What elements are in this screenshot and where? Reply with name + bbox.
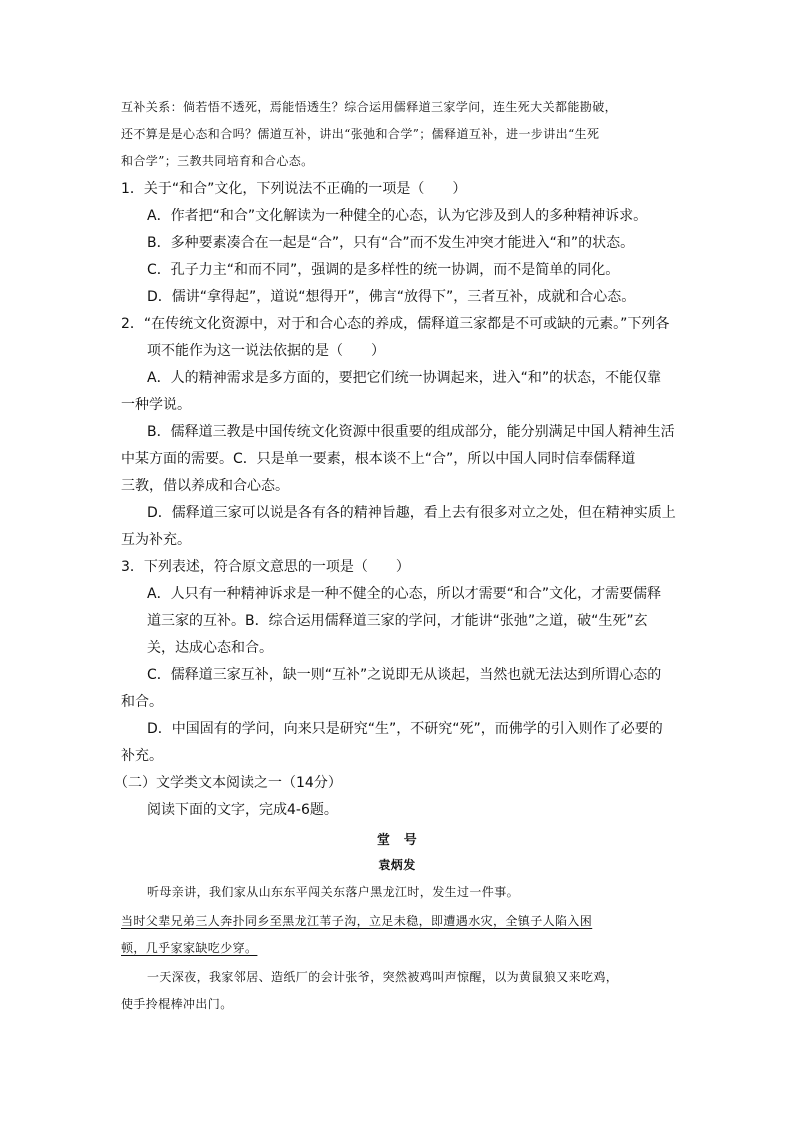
question-2-option-a-line-1: A．人的精神需求是多方面的，要把它们统一协调起来，进入“和”的状态，不能仅靠: [147, 370, 662, 386]
question-2-option-d-line-1: D．儒释道三家可以说是各有各的精神旨趣，看上去有很多对立之处，但在精神实质上: [147, 505, 676, 521]
story-paragraph-2-line-1: 当时父辈兄弟三人奔扑同乡至黑龙江苇子沟，立足未稳，即遭遇水灾，全镇子人陷入困: [121, 914, 593, 928]
reading-instruction: 阅读下面的文字，完成4-6题。: [147, 802, 338, 818]
intro-line-1: 互补关系：倘若悟不透死，焉能悟透生？综合运用儒释道三家学问，连生死大关都能勘破，: [121, 100, 618, 114]
intro-line-3: 和合学”；三教共同培育和合心态。: [121, 154, 314, 168]
intro-line-2: 还不算是是心态和合吗？儒道互补，讲出“张弛和合学”；儒释道互补，进一步讲出“生死: [121, 127, 600, 141]
story-paragraph-3-line-1: 一天深夜，我家邻居、造纸厂的会计张爷，突然被鸡叫声惊醒，以为黄鼠狼又来吃鸡，: [147, 970, 619, 984]
question-2-option-b-line-3: 三教，借以养成和合心态。: [121, 478, 289, 494]
question-3-option-a-line-1: A．人只有一种精神诉求是一种不健全的心态，所以才需要“和合”文化，才需要儒释: [147, 586, 662, 602]
question-3-stem: 3．下列表述，符合原文意思的一项是（ ）: [121, 559, 410, 575]
question-3-option-d-line-2: 补充。: [121, 748, 163, 764]
question-2-option-d-line-2: 互为补充。: [121, 532, 191, 548]
question-1-option-d: D．儒讲“拿得起”，道说“想得开”，佛言“放得下”，三者互补，成就和合心态。: [147, 289, 636, 305]
question-3-option-c-line-2: 和合。: [121, 694, 163, 710]
section-heading: （二）文学类文本阅读之一（14分）: [114, 775, 342, 791]
question-1-stem: 1．关于“和合”文化，下列说法不正确的一项是（ ）: [121, 181, 467, 197]
story-title: 堂 号: [376, 833, 418, 848]
story-paragraph-1: 听母亲讲，我们家从山东东平闯关东落户黑龙江时，发生过一件事。: [147, 885, 520, 899]
story-paragraph-2-line-2: 顿，几乎家家缺吃少穿。: [121, 941, 258, 955]
question-2-stem-line-1: 2．“在传统文化资源中，对于和合心态的养成，儒释道三家都是不可或缺的元素。”下列各: [121, 316, 670, 332]
story-author: 袁炳发: [378, 858, 416, 872]
question-2-option-b-line-2: 中某方面的需要。C．只是单一要素，根本谈不上“合”，所以中国人同时信奉儒释道: [121, 451, 636, 467]
question-3-option-c-line-1: C．儒释道三家互补，缺一则“互补”之说即无从谈起，当然也就无法达到所谓心态的: [147, 667, 662, 683]
question-3-option-d-line-1: D．中国固有的学问，向来只是研究“生”，不研究“死”，而佛学的引入则作了必要的: [147, 721, 663, 737]
question-2-stem-line-2: 项不能作为这一说法依据的是（ ）: [147, 343, 385, 359]
story-paragraph-3-line-2: 使手拎棍棒冲出门。: [121, 997, 233, 1011]
question-3-option-a-line-3: 关，达成心态和合。: [147, 640, 273, 656]
question-1-option-c: C．孔子力主“和而不同”，强调的是多样性的统一协调，而不是简单的同化。: [147, 262, 620, 278]
question-1-option-a: A．作者把“和合”文化解读为一种健全的心态，认为它涉及到人的多种精神诉求。: [147, 208, 648, 224]
question-1-option-b: B．多种要素凑合在一起是“合”，只有“合”而不发生冲突才能进入“和”的状态。: [147, 235, 635, 251]
question-2-option-a-line-2: 一种学说。: [121, 397, 191, 413]
question-3-option-a-line-2: 道三家的互补。B．综合运用儒释道三家的学问，才能讲“张弛”之道，破“生死”玄: [147, 613, 648, 629]
question-2-option-b-line-1: B．儒释道三教是中国传统文化资源中很重要的组成部分，能分别满足中国人精神生活: [147, 424, 675, 440]
